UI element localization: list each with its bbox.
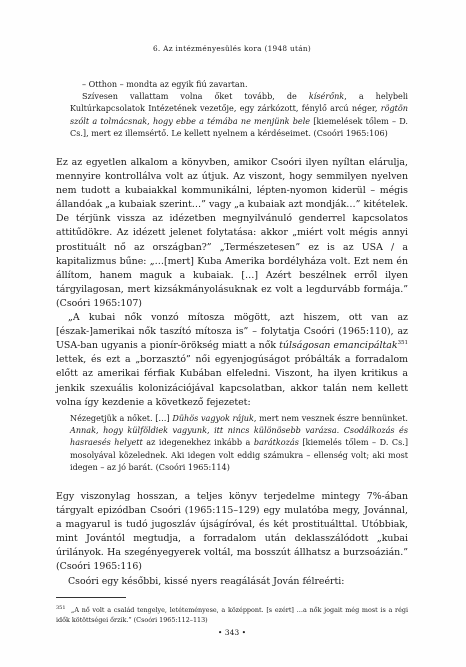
page-number: • 343 • (217, 628, 247, 637)
footnote-rule (56, 597, 126, 598)
running-header: 6. Az intézményesülés kora (1948 után) (152, 44, 312, 53)
footnote-number: 351 (56, 605, 66, 611)
body-paragraph: Egy viszonylag hosszan, a teljes könyv terjedelme mintegy 7%-ában tárgyalt epizódban Csoóri (1965:115–129) egy mulatóba megy, Jovánnal, a magyarul is tudó jugoszláv újságíróval, és két prostituálttal. Utóbbiak, mint Jovántól megtudja, a forradalom után deklasszálódott „kubai úrilányok. Ha szegényegyerek voltál, ma bosszút állhatsz a burzsoázián.” (Csoóri 1965:116) (56, 491, 408, 573)
page (56, 0, 408, 667)
quote-line: – Otthon – mondta az egyik fiú zavartan. (82, 79, 248, 89)
footnote-text: $^{351}$ „A nő volt a család tengelye, letéteményese, a középpont. [s ezért] …a nők jogait még most is a régi idők kötöttségei őrzik.” (Csoóri 1965:112–113) (56, 605, 408, 624)
quote-paragraph: Nézegetjük a nőket. […] Dühös vagyok rájuk, mert nem vesznek észre bennünket. Annak, hogy külföldiek vagyunk, itt nincs különösebb varázsa. Csodálkozás és hasraesés helyett az idegenekhez inkább a barátkozás [kiemelés tőlem – D. Cs.] mosolyával közelednek. Aki idegen volt eddig számukra – ellenség volt; aki most idegen – az jó barát. (Csoóri 1965:114) (70, 413, 408, 472)
footnote (56, 604, 408, 625)
body-paragraph: Csoóri egy későbbi, kissé nyers reagálását Jován félreérti: (68, 575, 345, 587)
body-text-1 (56, 156, 408, 410)
footnote-marker[interactable]: 351 (397, 340, 408, 347)
body-paragraph: Ez az egyetlen alkalom a könyvben, amikor Csoóri ilyen nyíltan elárulja, mennyire kontrollálva volt az útjuk. Az viszont, hogy semmilyen nyelven nem tudott a kubaiakkal kommunikálni, lépten-nyomon kiderül – mégis állandóak „a kubaiak szerint…” vagy „a kubaiak azt mondják…” kitételek. De térjünk vissza az idézetben megnyilvánuló genderrel kapcsolatos attitűdökre. Az idézett jelenet folytatása: akkor „miért volt mégis annyi prostituált nő az országban?” „Természetesen” ez is az USA / a kapitalizmus bűne: „…[mert] Kuba Amerika bordélyháza volt. Ezt nem én állítom, hanem maguk a kubaiak. […] Azért beszélnek erről ilyen tárgyilagosan, mert kizsákmányolásuknak ez volt a legdurvább formája.” (Csoóri 1965:107) (56, 157, 408, 309)
quote-paragraph: Szívesen vallattam volna őket tovább, de kísérőnk, a helybeli Kultúrkapcsolatok Intézetének vezetője, egy zárkózott, fénylő arcú néger, rögtön szólt a tolmácsnak, hogy ebbe a témába ne menjünk bele [kiemelések tőlem – D. Cs.], mert ez illemsértő. Le kellett nyelnem a kérdéseimet. (Csoóri 1965:106) (70, 91, 408, 138)
body-paragraph: „A kubai nők vonzó mítosza mögött, azt hiszem, ott van az [észak-]amerikai nők taszító mítosza is” – folytatja Csoóri (1965:110), az USA-ban ugyanis a pionír-örökség miatt a nők túlságosan emancipáltak$^{351}$ lettek, és ezt a „borzasztó” női egyenjogúságot próbálták a forradalom előtt az amerikai férfiak Kubában elfeledni. Viszont, ha ilyen kritikus a jenkik szexuális kolonizációjával kapcsolatban, akkor talán nem kellett volna így kezdenie a következő fejezetet: (56, 312, 408, 408)
block-quote-2 (56, 412, 408, 473)
block-quote-1 (56, 78, 408, 139)
body-text-2 (56, 490, 408, 589)
